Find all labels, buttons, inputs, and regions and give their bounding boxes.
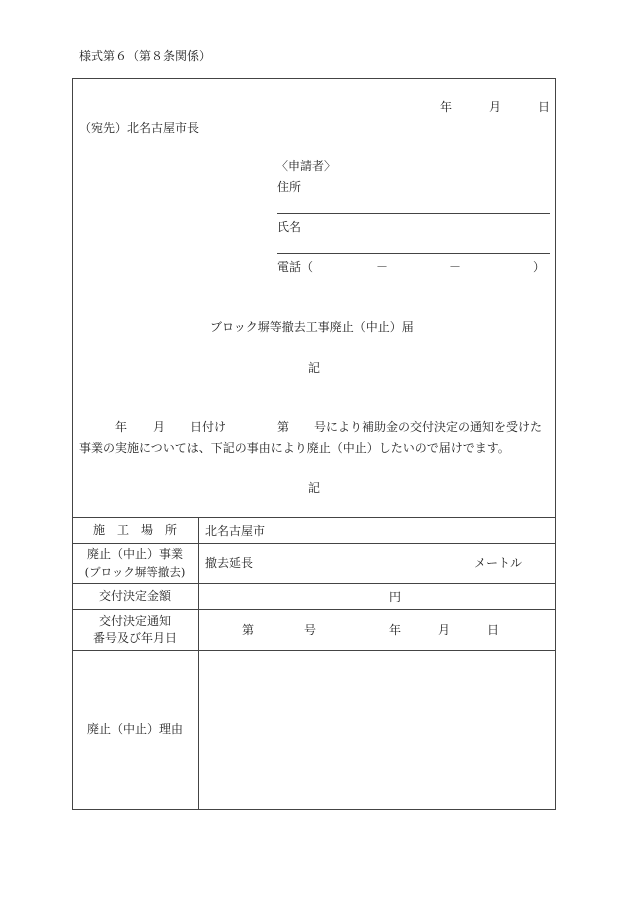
document-title: ブロック塀等撤去工事廃止（中止）届 bbox=[210, 320, 414, 334]
date-day: 日 bbox=[538, 100, 551, 114]
amount-label: 交付決定金額 bbox=[98, 588, 171, 603]
ki-mark-1: 記 bbox=[308, 361, 321, 375]
project-label-line1: 廃止（中止）事業 bbox=[86, 547, 183, 562]
location-label: 施 工 場 所 bbox=[92, 522, 177, 537]
notice-label bbox=[72, 610, 198, 650]
reason-input-area[interactable] bbox=[199, 651, 555, 809]
notice-label-line1: 交付決定通知 bbox=[98, 613, 171, 628]
project-label-line2: (ブロック塀等撤去) bbox=[84, 564, 186, 579]
notice-label-line2: 番号及び年月日 bbox=[92, 631, 177, 645]
phone-dash-2: － bbox=[449, 260, 462, 274]
date-month: 月 bbox=[489, 100, 502, 114]
applicant-heading: 〈申請者〉 bbox=[276, 159, 337, 173]
reason-label: 廃止（中止）理由 bbox=[86, 722, 183, 737]
body-line2: 事業の実施については、下記の事由により廃止（中止）したいので届けでます。 bbox=[79, 441, 510, 455]
name-label: 氏名 bbox=[277, 220, 302, 234]
removal-length-label: 撤去延長 bbox=[205, 556, 254, 570]
ki-mark-2: 記 bbox=[308, 481, 321, 495]
notice-dai: 第 bbox=[242, 623, 255, 637]
phone-close: ） bbox=[533, 260, 546, 274]
name-underline bbox=[277, 253, 550, 254]
location-value: 北名古屋市 bbox=[205, 524, 266, 538]
notice-gou: 号 bbox=[304, 623, 317, 637]
date-year: 年 bbox=[440, 100, 453, 114]
phone-dash-1: － bbox=[376, 260, 389, 274]
meter-unit: メートル bbox=[474, 556, 523, 570]
addressee: （宛先）北名古屋市長 bbox=[79, 121, 200, 135]
notice-month: 月 bbox=[438, 623, 451, 637]
body-year: 年 bbox=[115, 420, 128, 434]
phone-label: 電話（ bbox=[277, 260, 314, 274]
body-dai: 第 bbox=[277, 420, 290, 434]
body-day-dated: 日付け bbox=[190, 420, 227, 434]
form-number: 様式第６（第８条関係） bbox=[79, 49, 212, 63]
body-month: 月 bbox=[153, 420, 166, 434]
notice-day: 日 bbox=[487, 623, 500, 637]
notice-year: 年 bbox=[389, 623, 402, 637]
address-underline bbox=[277, 213, 550, 214]
address-label: 住所 bbox=[277, 180, 302, 194]
project-label bbox=[72, 544, 198, 583]
yen-unit: 円 bbox=[389, 590, 402, 604]
body-line1-rest: 号により補助金の交付決定の通知を受けた bbox=[314, 420, 543, 434]
